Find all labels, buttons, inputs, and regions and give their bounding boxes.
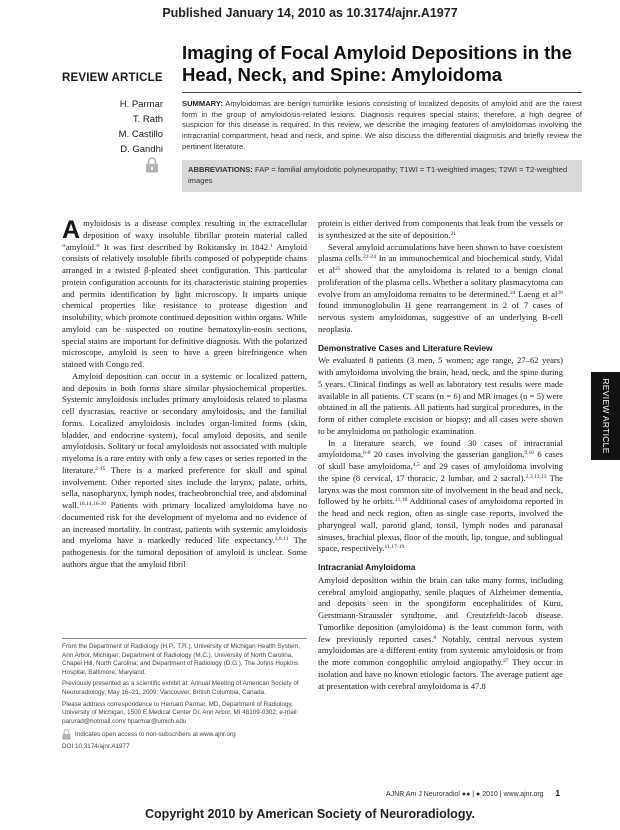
footnote-rule	[62, 638, 307, 639]
body-column-right	[318, 218, 563, 692]
open-access-text: Indicates open access to non-subscribers at www.ajnr.org	[75, 731, 236, 739]
lock-icon	[145, 157, 159, 173]
body-column-left	[62, 218, 307, 571]
review-article-side-tab	[591, 372, 620, 460]
paragraph: Amyloidosis is a disease complex resulting in the extracellular deposition of waxy insoluble fibrillar protein material called “amyloid.” It was first described by Rokitansky in 1842.$^1$ Amyloid consists of relatively insoluble fibrils composed of polypeptide chains arranged in a twisted β-pleated sheet configuration. This particular protein configuration accounts for its characteristic staining properties and permits identification by light microscopy. It imparts unique chemical properties like resistance to protease digestion and insolubility, which promote continued deposition within organs. While amyloid can be suspected on routine hematoxylin-eosin sections, special stains are important for definitive diagnosis. With the polarized microscope, amyloid is seen to have a green birefringence when stained with Congo red.	[62, 216, 308, 369]
summary-text: Amyloidomas are benign tumorlike lesions consisting of localized deposits of amyloid and are the rarest form in the group of amyloidosis-related lesions. Diagnosis requires special stains; therefore, a high degree of suspicion for this disease is required. In this review, we describe the imaging features of amyloidomas involving the intracranial compartment, head and neck, and spine. We also discuss the differential diagnosis and briefly review the pertinent literature.	[182, 99, 582, 151]
published-banner: Published January 14, 2010 as 10.3174/ajnr.A1977	[162, 6, 458, 20]
copyright-notice: Copyright 2010 by American Society of Neuroradiology.	[145, 807, 475, 821]
author-list	[119, 97, 163, 157]
paragraph: protein is either derived from components that leak from the vessels or is synthesized at the site of deposition.$^{21}$	[318, 218, 563, 240]
abbreviations-text: FAP = familial amyloidotic polyneuropathy; T1WI = T1-weighted images; T2WI = T2-weighted images	[188, 165, 568, 185]
abbreviations-box	[182, 160, 582, 192]
summary	[182, 99, 582, 153]
author: H. Parmar	[119, 99, 163, 110]
author: T. Rath	[132, 114, 163, 125]
doi: DOI 10.3174/ajnr.A1977	[62, 743, 130, 751]
title-rule	[182, 92, 582, 93]
open-access-lock-icon	[62, 729, 71, 740]
side-tab-label: REVIEW ARTICLE	[600, 378, 611, 454]
paragraph: Amyloid deposition can occur in a systemic or localized pattern, and deposits in both forms share similar physiochemical properties. Systemic amyloidosis includes primary amyloidosis related to plasma cell dyscrasias, reactive or secondary amyloidosis, and the familial forms. Localized amyloidosis includes organ-limited forms (skin, bladder, and endocrine system), focal amyloid deposits, and senile amyloidosis. Solitary or focal amyloidosis not associated with multiple myeloma is a rare entity with only a few cases or series reported in the literature.$^{2-15}$ There is a marked preference for skull and spinal involvement. Other reported sites include the larynx, palate, orbits, sella, nasopharynx, lymph nodes, tracheobronchial tree, and abdominal wall.$^{10,14,16-20}$ Patients with primary localized amyloidoma have no documented risk for the development of myeloma and no evidence of an increased mortality. In contrast, patients with systemic amyloidosis and myeloma have a markedly reduced life expectancy.$^{3,8,11}$ The pathogenesis for the tumoral deposition of amyloid is unclear. Some authors argue that the amyloid fibril	[62, 370, 307, 569]
page-number: 1	[555, 789, 560, 798]
drop-cap: A	[62, 216, 81, 244]
journal-info: AJNR Am J Neuroradiol ●● | ● 2010 | www.ajnr.org	[386, 791, 544, 798]
author: M. Castillo	[118, 129, 163, 140]
paragraph: In a literature search, we found 30 cases of intracranial amyloidoma,$^{6-8}$ 20 cases involving the gasserian ganglion,$^{9,16}$ 6 cases of skull base amyloidoma,$^{4,5}$ and 29 cases of amyloidoma involving the spine (8 cervical, 17 thoracic, 2 lumbar, and 2 sacral).$^{2,3,12,13}$ The larynx was the most common site of involvement in the head and neck, followed by he orbits.$^{11,18}$ Additional cases of amyloidoma reported in the head and neck region, often as single case reports, involved the pharyngeal wall, parotid gland, tonsil, lymph nodes and paranasal sinuses, brachial plexus, floor of the mouth, lip, tongue, and sublingual space, respectively.$^{11,17-19}$	[318, 437, 564, 554]
paragraph: Amyloid deposition within the brain can take many forms, including cerebral amyloid angiopathy, senile plaques of Alzheimer dementia, and deposits seen in the spongiform encephalitides of Kuru, Gerstmann-Straussler syndrome, and Creutzfeldt-Jacob disease. Tumorlike deposition (amyloidoma) is the least common form, with few previously reported cases.$^8$ Notably, central nervous system amyloidomas are a different entity from systemic amyloidosis or from the more common congophilic amyloid angiopathy.$^{27}$ They occur in isolation and have no known etiologic factors. The average patient age at presentation with cerebral amyloidoma is 47.8	[318, 574, 563, 691]
summary-label: SUMMARY:	[182, 99, 223, 108]
abbreviations-label: ABBREVIATIONS:	[188, 165, 253, 174]
footnotes	[62, 643, 307, 755]
paragraph: Several amyloid accumulations have been shown to have coexistent plasma cells.$^{22-24}$ In an immunochemical and biochemical study, Vidal et $al^{25}$ showed that the amyloidoma is related to a benign clonal proliferation of the plasma cells. Whether a solitary plasmacytoma can evolve from an amyloidoma remains to be determined.$^{24}$ Laeng et $al^{26}$ found immunoglobulin H gene rearrangement in 2 of 7 cases of nervous system amyloidomas, suggestive of an underlying B-cell neoplasia.	[318, 241, 564, 334]
open-access-note	[62, 729, 307, 740]
page-footer	[386, 789, 560, 798]
paragraph: We evaluated 8 patients (3 men, 5 women; age range, 27–62 years) with amyloidoma involving the brain, head, neck, and the spine during 5 years. Clinical findings as well as laboratory test results were made available in all patients. CT scans (n = 6) and MR images (n = 5) were obtained in all the patients. All patients had surgical procedures, in the form of either complete excision or biopsy; and all cases were shown to be amyloidoma on pathologic examination.	[318, 355, 563, 436]
article-title: Imaging of Focal Amyloid Depositions in the Head, Neck, and Spine: Amyloidoma	[182, 42, 572, 85]
affiliations-note: From the Department of Radiology (H.P., T.R.), University of Michigan Health System, Ann Arbor, Michigan; Department of Radiology (M.C.), University of North Carolina, Chapel Hill, North Carolina; and Department of Radiology (D.G.), The Johns Hopkins Hospital, Baltimore, Maryland.	[62, 643, 301, 676]
section-label: REVIEW ARTICLE	[62, 72, 163, 84]
correspondence-note: Please address correspondence to Hemant Parmar, MD, Department of Radiology, University of Michigan, 1500 E Medical Center Dr, Ann Arbor, MI 48109-0302; e-mail: parurad@hotmail.com/ hparmar@umich.edu	[62, 700, 299, 725]
section-heading: Demonstrative Cases and Literature Review	[318, 342, 493, 353]
section-heading: Intracranial Amyloidoma	[318, 562, 416, 572]
author: D. Gandhi	[120, 144, 163, 155]
presented-note: Previously presented as a scientific exhibit at: Annual Meeting of American Society of Neuroradiology, May 16–21, 2009; Vancouver, British Columbia, Canada.	[62, 680, 299, 696]
